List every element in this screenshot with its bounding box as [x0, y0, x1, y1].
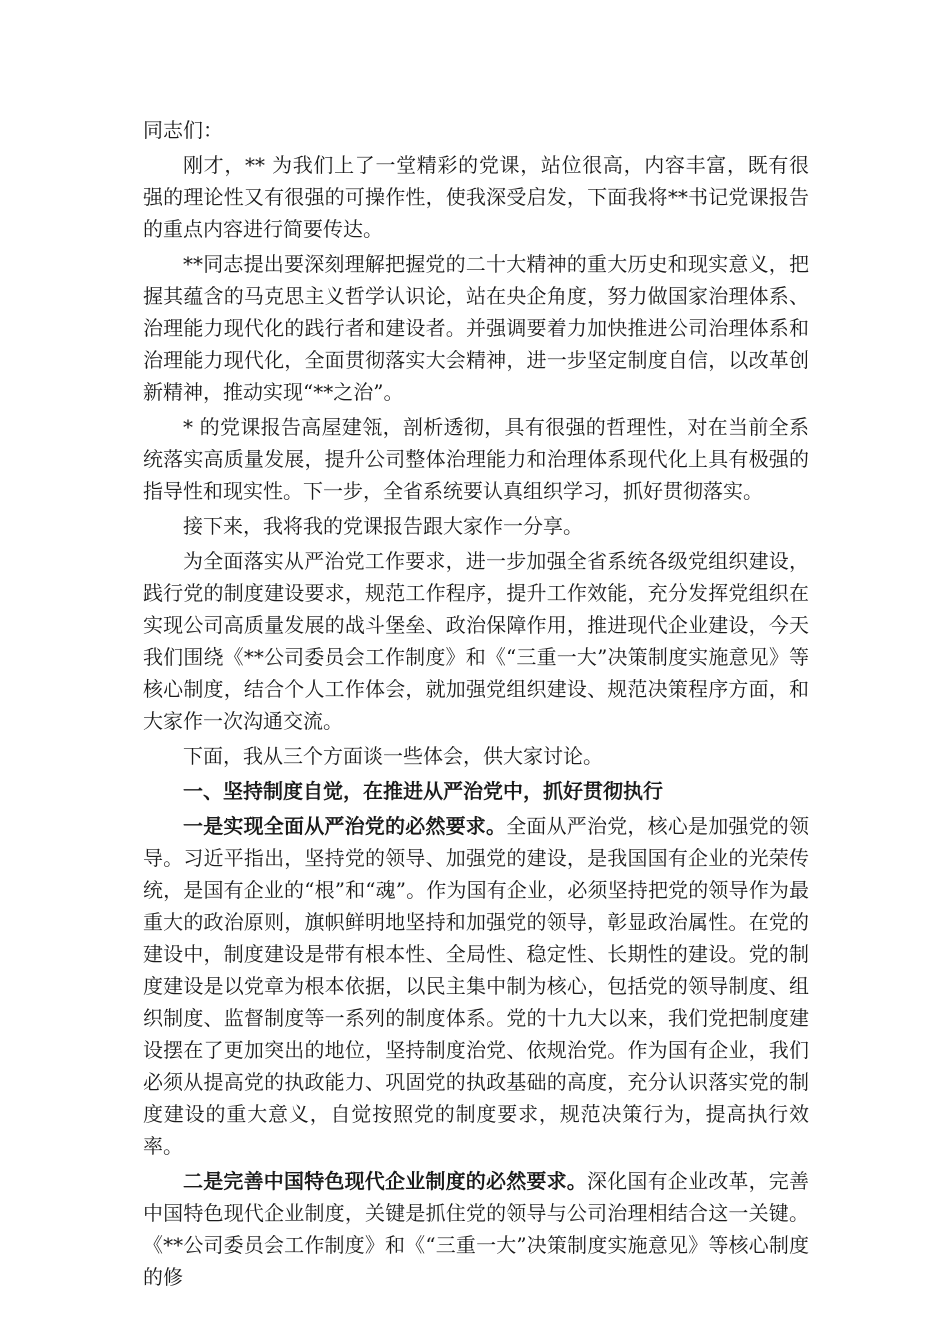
point-2-lead: 二是完善中国特色现代企业制度的必然要求。 [183, 1169, 587, 1193]
paragraph-purpose: 为全面落实从严治党工作要求，进一步加强全省系统各级党组织建设，践行党的制度建设要求，规范工作程序，提升工作效能，充分发挥党组织在实现公司高质量发展的战斗堡垒、政治保障作用，推进现代企业建设，今天我们围绕《**公司委员会工作制度》和《“三重一大”决策制度实施意见》等核心制度，结合个人工作体会，就加强党组织建设、规范决策程序方面，和大家作一次沟通交流。 [143, 549, 809, 733]
point-1-lead: 一是实现全面从严治党的必然要求。 [183, 814, 507, 838]
paragraph-evaluation: * 的党课报告高屋建瓴，剖析透彻，具有很强的哲理性，对在当前全系统落实高质量发展，提升公司整体治理能力和治理体系现代化上具有极强的指导性和现实性。下一步，全省系统要认真组织学习，抓好贯彻落实。 [143, 415, 809, 503]
paragraph-point-1 [143, 810, 809, 1162]
paragraph-intro: 刚才，** 为我们上了一堂精彩的党课，站位很高，内容丰富，既有很强的理论性又有很强的可操作性，使我深受启发，下面我将**书记党课报告的重点内容进行简要传达。 [143, 153, 809, 241]
paragraph-transition: 接下来，我将我的党课报告跟大家作一分享。 [183, 514, 583, 538]
document-page [143, 114, 809, 1296]
section-heading-1: 一、坚持制度自觉，在推进从严治党中，抓好贯彻执行 [183, 779, 663, 803]
point-2-body: 深化国有企业改革，完善中国特色现代企业制度，关键是抓住党的领导与公司治理相结合这一关键。《**公司委员会工作制度》和《“三重一大”决策制度实施意见》等核心制度的修 [143, 1169, 809, 1289]
paragraph-point-2 [143, 1165, 809, 1293]
paragraph-outline: 下面，我从三个方面谈一些体会，供大家讨论。 [183, 744, 603, 768]
point-1-body: 全面从严治党，核心是加强党的领导。习近平指出，坚持党的领导、加强党的建设，是我国国有企业的光荣传统，是国有企业的“根”和“魂”。作为国有企业，必须坚持把党的领导作为最重大的政治原则，旗帜鲜明地坚持和加强党的领导，彰显政治属性。在党的建设中，制度建设是带有根本性、全局性、稳定性、长期性的建设。党的制度建设是以党章为根本依据，以民主集中制为核心，包括党的领导制度、组织制度、监督制度等一系列的制度体系。党的十九大以来，我们党把制度建设摆在了更加突出的地位，坚持制度治党、依规治党。作为国有企业，我们必须从提高党的执政能力、巩固党的执政基础的高度，充分认识落实党的制度建设的重大意义，自觉按照党的制度要求，规范决策行为，提高执行效率。 [143, 814, 810, 1158]
paragraph-summary: **同志提出要深刻理解把握党的二十大精神的重大历史和现实意义，把握其蕴含的马克思主义哲学认识论，站在央企角度，努力做国家治理体系、治理能力现代化的践行者和建设者。并强调要着力加快推进公司治理体系和治理能力现代化，全面贯彻落实大会精神，进一步坚定制度自信，以改革创新精神，推动实现“**之治”。 [143, 252, 809, 404]
salutation: 同志们： [143, 118, 223, 142]
